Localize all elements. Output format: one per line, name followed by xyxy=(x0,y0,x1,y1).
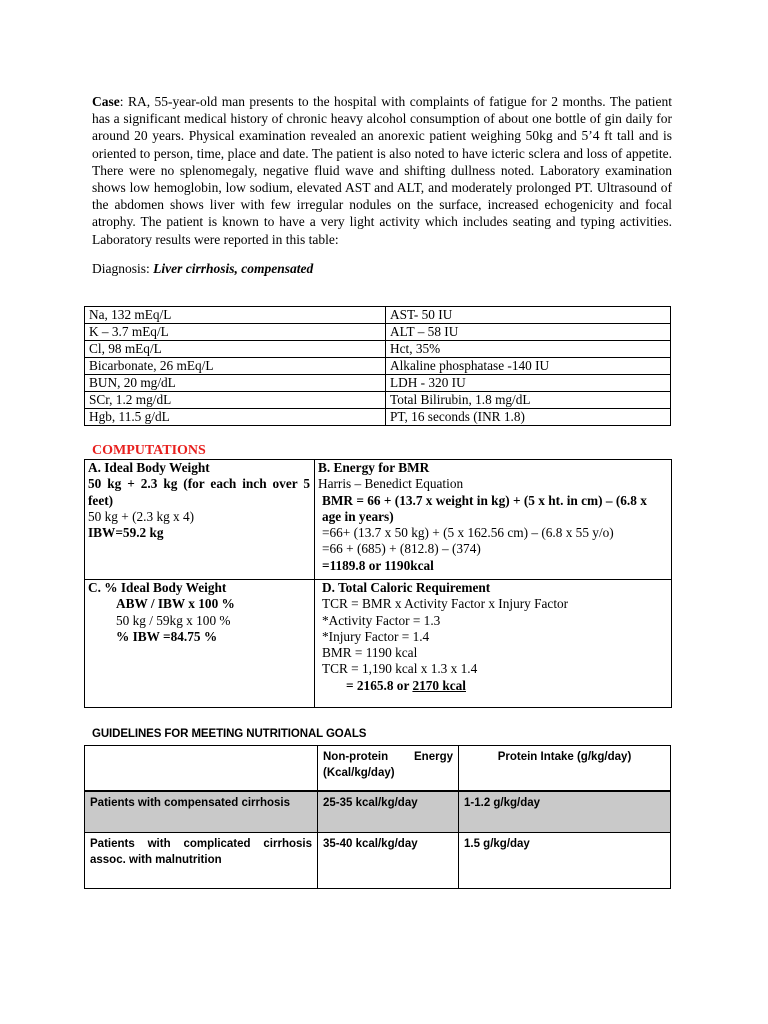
table-cell: Cl, 98 mEq/L xyxy=(85,341,386,358)
table-row xyxy=(85,460,672,580)
table-cell: Bicarbonate, 26 mEq/L xyxy=(85,358,386,375)
case-text: : RA, 55-year-old man presents to the hospital with complaints of fatigue for 2 months. The patient has a significant medical history of chronic heavy alcohol consumption of about one bottle of gin daily for around 20 years. Physical examination revealed an anorexic patient weighing 50kg and 5’4 ft tall and is oriented to person, time, place and date. The patient is also noted to have icteric sclera and loss of appetite. There were no splenomegaly, negative fluid wave and shifting dullness noted. Laboratory examination shows low hemoglobin, low sodium, elevated AST and ALT, and moderately prolonged PT. Ultrasound of the abdomen shows liver with few irregular nodules on the surface, increased echogenicity and focal atrophy. The patient is known to have a very light activity which includes seating and typing activities. Laboratory results were reported in this table: xyxy=(92,94,672,247)
table-row xyxy=(85,341,671,358)
energy-bmr-cell xyxy=(315,460,672,580)
ibw-heading: A. Ideal Body Weight xyxy=(88,460,210,475)
lab-results-table xyxy=(84,306,671,426)
table-cell: ALT – 58 IU xyxy=(386,324,671,341)
table-cell: SCr, 1.2 mg/dL xyxy=(85,392,386,409)
table-row xyxy=(85,580,672,708)
activity-factor: *Activity Factor = 1.3 xyxy=(322,612,441,628)
diagnosis xyxy=(92,261,672,278)
table-cell: AST- 50 IU xyxy=(386,307,671,324)
table-row xyxy=(85,358,671,375)
percent-ibw-substitution: 50 kg / 59kg x 100 % xyxy=(116,612,231,628)
tcr-result xyxy=(318,678,667,694)
bmr-substitution: =66+ (13.7 x 50 kg) + (5 x 162.56 cm) – (6.8 x 55 y/o) xyxy=(322,525,614,541)
injury-factor: *Injury Factor = 1.4 xyxy=(322,628,430,644)
table-row xyxy=(85,324,671,341)
table-cell: Na, 132 mEq/L xyxy=(85,307,386,324)
table-header-cell xyxy=(85,746,318,792)
table-cell: BUN, 20 mg/dL xyxy=(85,375,386,392)
case-paragraph xyxy=(92,93,672,248)
table-row xyxy=(85,375,671,392)
total-caloric-requirement-cell xyxy=(315,580,672,708)
table-cell xyxy=(85,833,318,889)
bmr-simplified: =66 + (685) + (812.8) – (374) xyxy=(322,541,481,557)
tcr-substitution: TCR = 1,190 kcal x 1.3 x 1.4 xyxy=(322,661,478,677)
bmr-equation-name: Harris – Benedict Equation xyxy=(318,476,464,492)
tcr-formula: TCR = BMR x Activity Factor x Injury Factor xyxy=(322,596,569,612)
percent-ibw-formula: ABW / IBW x 100 % xyxy=(116,596,235,612)
table-cell: LDH - 320 IU xyxy=(386,375,671,392)
bmr-value: BMR = 1190 kcal xyxy=(322,645,418,661)
guidelines-title: GUIDELINES FOR MEETING NUTRITIONAL GOALS xyxy=(92,728,367,740)
table-cell: Total Bilirubin, 1.8 mg/dL xyxy=(386,392,671,409)
table-row xyxy=(85,307,671,324)
table-cell: Hct, 35% xyxy=(386,341,671,358)
percent-ibw-result: % IBW =84.75 % xyxy=(116,628,218,644)
ideal-body-weight-cell xyxy=(85,460,315,580)
percent-ibw-heading: C. % Ideal Body Weight xyxy=(88,580,227,595)
row-label: Patients with complicated cirrhosis assoc. with malnutrition xyxy=(90,838,316,866)
table-cell: Alkaline phosphatase -140 IU xyxy=(386,358,671,375)
table-row xyxy=(85,392,671,409)
tcr-rounded-value: 2170 kcal xyxy=(412,677,466,693)
table-header-row xyxy=(85,746,671,792)
ibw-substitution: 50 kg + (2.3 kg x 4) xyxy=(88,508,195,524)
table-row xyxy=(85,791,671,833)
table-header-cell xyxy=(318,746,459,792)
case-label: Case xyxy=(92,94,120,109)
percent-ibw-cell xyxy=(85,580,315,708)
table-row xyxy=(85,833,671,889)
table-row xyxy=(85,409,671,426)
table-header-cell: Protein Intake (g/kg/day) xyxy=(459,746,671,792)
table-cell: 1.5 g/kg/day xyxy=(459,833,671,889)
bmr-formula: BMR = 66 + (13.7 x weight in kg) + (5 x ht. in cm) – (6.8 x age in years) xyxy=(322,492,647,524)
diagnosis-value: Liver cirrhosis, compensated xyxy=(153,261,314,276)
table-cell: 1-1.2 g/kg/day xyxy=(459,791,671,833)
tcr-heading: D. Total Caloric Requirement xyxy=(322,580,491,595)
guidelines-table xyxy=(84,745,671,889)
table-cell: 35-40 kcal/kg/day xyxy=(318,833,459,889)
tcr-result-value: = 2165.8 or xyxy=(346,677,413,693)
ibw-formula: 50 kg + 2.3 kg (for each inch over 5 feet) xyxy=(88,476,310,508)
table-cell: PT, 16 seconds (INR 1.8) xyxy=(386,409,671,426)
computations-title: COMPUTATIONS xyxy=(92,443,206,458)
ibw-result: IBW=59.2 kg xyxy=(88,525,164,541)
bmr-heading: B. Energy for BMR xyxy=(318,460,430,475)
table-cell: 25-35 kcal/kg/day xyxy=(318,791,459,833)
table-cell: Patients with compensated cirrhosis xyxy=(85,791,318,833)
table-cell: Hgb, 11.5 g/dL xyxy=(85,409,386,426)
bmr-result: =1189.8 or 1190kcal xyxy=(322,557,434,573)
computations-table xyxy=(84,459,672,708)
diagnosis-label: Diagnosis: xyxy=(92,261,154,276)
table-cell: K – 3.7 mEq/L xyxy=(85,324,386,341)
header-energy: Non-protein Energy (Kcal/kg/day) xyxy=(323,751,457,779)
